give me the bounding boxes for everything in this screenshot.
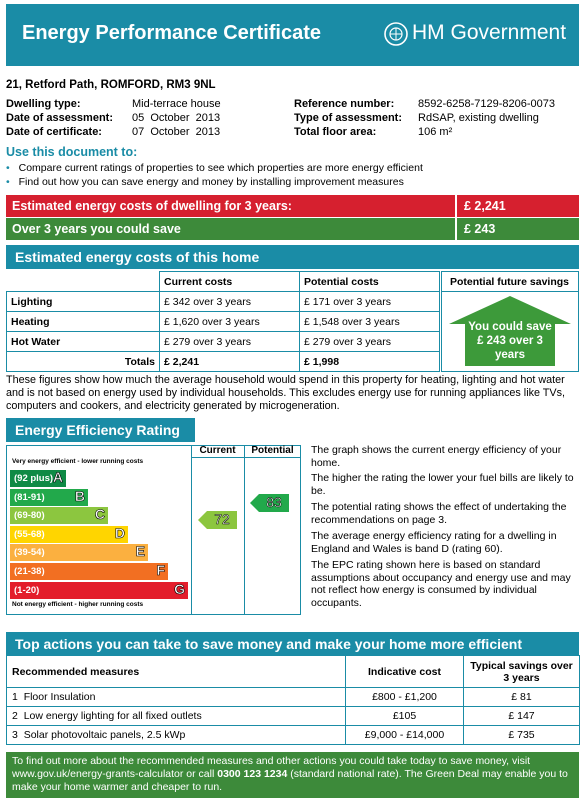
reference-value: 8592-6258-7129-8206-0073 <box>418 98 556 110</box>
band-range: (1-20) <box>14 584 40 596</box>
potential-saving-value: £ 243 <box>464 222 496 236</box>
rating-top-label: Very energy efficient - lower running costs <box>12 458 144 465</box>
use-doc-title: Use this document to: <box>6 145 138 159</box>
divider <box>244 445 245 615</box>
band-range: (55-68) <box>14 528 45 540</box>
rating-band-a <box>10 470 66 487</box>
dwelling-type-label: Dwelling type: <box>6 98 81 110</box>
rating-text-3: The potential rating shows the effect of undertaking the recommendations on page 3. <box>311 501 567 526</box>
bullet-icon: • <box>6 162 10 174</box>
rating-band-f <box>10 563 168 580</box>
rating-band-b <box>10 489 88 506</box>
band-range: (81-91) <box>14 491 45 503</box>
bar-divider <box>455 195 457 217</box>
band-range: (21-38) <box>14 566 45 577</box>
col-future-savings: Potential future savings <box>449 276 570 288</box>
rating-col-current: Current <box>199 445 236 456</box>
band-letter: C <box>94 506 105 523</box>
rating-band-c <box>10 507 108 524</box>
savings-arrow-text: You could save £ 243 over 3 years <box>468 321 552 361</box>
estimated-cost-value: £ 2,241 <box>464 199 506 213</box>
brand-name: HM Government <box>412 21 567 44</box>
col-cost: Indicative cost <box>346 656 464 688</box>
crest-icon <box>384 22 408 46</box>
potential-saving-label: Over 3 years you could save <box>12 222 181 236</box>
potential-saving-bar <box>6 218 579 240</box>
reference-label: Reference number: <box>294 98 395 110</box>
use-doc-bullet: • Compare current ratings of properties to see which properties are more energy efficient <box>6 162 423 174</box>
col-savings: Typical savings over 3 years <box>464 656 580 688</box>
divider <box>441 291 579 292</box>
rating-section-title: Energy Efficiency Rating <box>15 422 180 438</box>
rating-text-2: The higher the rating the lower your fuel bills are likely to be. <box>311 472 574 497</box>
costs-section-title: Estimated energy costs of this home <box>15 249 260 265</box>
table-row: 2 Low energy lighting for all fixed outlets £105 £ 147 <box>7 707 580 726</box>
footer-note: To find out more about the recommended measures and other actions you could take today to save money, visit www.gov.uk/energy-grants-calculator or call 0300 123 1234 (standard national rate). The Green Deal may enable you to make your home warmer and cheaper to run. <box>6 752 579 798</box>
potential-rating-value: 83 <box>266 494 282 510</box>
use-doc-bullet: • Find out how you can save energy and money by installing improvement measures <box>6 176 404 188</box>
band-letter: A <box>52 469 63 485</box>
property-address: 21, Retford Path, ROMFORD, RM3 9NL <box>6 79 216 91</box>
costs-section-header <box>6 245 579 269</box>
estimated-cost-bar <box>6 195 579 217</box>
rating-bottom-label: Not energy efficient - higher running costs <box>12 601 144 608</box>
rating-band-g <box>10 582 188 599</box>
date-assessment-label: Date of assessment: <box>6 112 113 124</box>
assessment-type-value: RdSAP, existing dwelling <box>418 112 539 124</box>
col-potential: Potential costs <box>300 272 440 292</box>
date-certificate-value: 07 October 2013 <box>132 126 221 138</box>
page-title: Energy Performance Certificate <box>22 22 322 44</box>
band-letter: E <box>135 543 145 560</box>
divider <box>191 457 301 458</box>
rating-band-e <box>10 544 148 561</box>
costs-table <box>6 271 440 372</box>
rating-section-header <box>6 418 195 442</box>
rating-band-d <box>10 526 128 543</box>
rating-col-potential: Potential <box>251 445 294 456</box>
table-row: Heating £ 1,620 over 3 years £ 1,548 over 3 years <box>7 312 440 332</box>
table-header-row <box>7 272 440 292</box>
current-rating-value: 72 <box>214 511 230 527</box>
dwelling-type-value: Mid-terrace house <box>132 98 221 110</box>
band-range: (92 plus) <box>14 473 54 484</box>
table-row: 3 Solar photovoltaic panels, 2.5 kWp £9,000 - £14,000 £ 735 <box>7 726 580 745</box>
band-range: (69-80) <box>14 510 45 522</box>
actions-section-header <box>6 632 579 656</box>
assessment-type-label: Type of assessment: <box>294 112 403 124</box>
table-row: Hot Water £ 279 over 3 years £ 279 over 3 years <box>7 332 440 352</box>
table-row: 1 Floor Insulation £800 - £1,200 £ 81 <box>7 688 580 707</box>
table-header-row <box>7 656 580 688</box>
bar-divider <box>455 218 457 240</box>
rating-text-4: The average energy efficiency rating for a dwelling in England and Wales is band D (rating 60). <box>311 530 557 555</box>
actions-table <box>6 655 580 745</box>
floor-area-label: Total floor area: <box>294 126 377 138</box>
rating-text-1: The graph shows the current energy efficiency of your home. <box>311 444 562 469</box>
band-range: (39-54) <box>14 547 45 559</box>
costs-note: These figures show how much the average household would spend in this property for heating, lighting and hot water and is not based on energy used by individual households. This excludes energy use for running appliances like TVs, computers and cookers, and electricity generated by microgeneration. <box>6 374 565 412</box>
date-assessment-value: 05 October 2013 <box>132 112 221 124</box>
col-measures: Recommended measures <box>7 656 346 688</box>
col-current: Current costs <box>160 272 300 292</box>
band-letter: D <box>114 524 125 541</box>
actions-section-title: Top actions you can take to save money and make your home more efficient <box>15 636 522 652</box>
footer-phone[interactable]: 0300 123 1234 <box>217 768 288 780</box>
floor-area-value: 106 m² <box>418 126 453 138</box>
table-row: Lighting £ 342 over 3 years £ 171 over 3 years <box>7 292 440 312</box>
divider <box>191 445 192 615</box>
band-letter: G <box>174 580 185 597</box>
date-certificate-label: Date of certificate: <box>6 126 102 138</box>
band-letter: F <box>156 562 165 578</box>
totals-row: Totals £ 2,241 £ 1,998 <box>7 352 440 372</box>
band-letter: B <box>74 487 85 504</box>
estimated-cost-label: Estimated energy costs of dwelling for 3 years: <box>12 199 292 213</box>
rating-text-5: The EPC rating shown here is based on standard assumptions about occupancy and energy use and may not reflect how energy is consumed by individual occupants. <box>311 559 571 609</box>
bullet-icon: • <box>6 176 10 188</box>
